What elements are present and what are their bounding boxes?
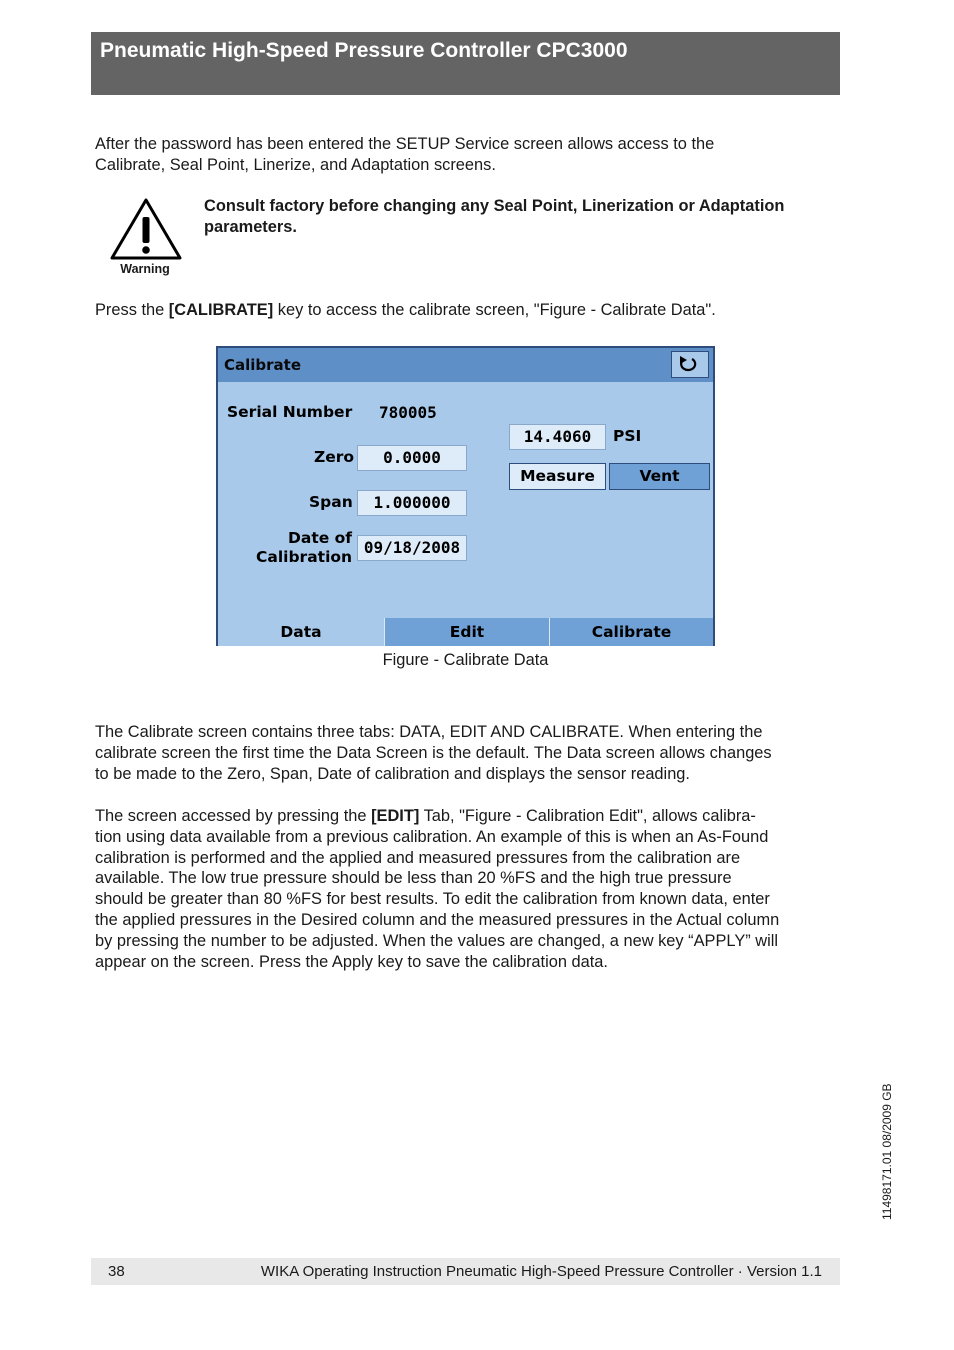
- paragraph-line: the applied pressures in the Desired column and the measured pressures in the Actual column: [95, 910, 780, 929]
- footer-bar: [91, 1258, 840, 1285]
- pressure-unit-label: PSI: [613, 427, 642, 445]
- calibrate-key-text: [CALIBRATE]: [168, 301, 274, 319]
- span-field[interactable]: 1.000000: [357, 490, 467, 516]
- tab-data[interactable]: Data: [218, 618, 384, 646]
- refresh-button[interactable]: [671, 351, 709, 378]
- header-bar: [91, 32, 840, 95]
- tab-calibrate[interactable]: Calibrate: [549, 618, 713, 646]
- warning-text: [204, 196, 840, 238]
- paragraph-line: calibrate screen the first time the Data Screen is the default. The Data screen allows changes: [95, 743, 772, 762]
- warning-label: Warning: [120, 262, 170, 276]
- edit-text-after: Tab, "Figure - Calibration Edit", allows calibra-: [419, 807, 756, 825]
- press-text-after: key to access the calibrate screen, "Figure - Calibrate Data".: [273, 301, 716, 319]
- figure-caption: Figure - Calibrate Data: [382, 651, 549, 669]
- warning-triangle-icon: [110, 197, 182, 261]
- intro-line: Calibrate, Seal Point, Linerize, and Adaptation screens.: [95, 155, 496, 174]
- serial-number-value: 780005: [379, 403, 437, 422]
- serial-number-label: Serial Number: [227, 403, 353, 421]
- zero-field[interactable]: 0.0000: [357, 445, 467, 471]
- intro-paragraph: [95, 134, 840, 176]
- paragraph-line: by pressing the number to be adjusted. When the values are changed, a new key “APPLY” will: [95, 931, 779, 950]
- paragraph-line: available. The low true pressure should be less than 20 %FS and the high true pressure: [95, 869, 732, 888]
- paragraph-line: calibration is performed and the applied and measured pressures from the calibration are: [95, 848, 741, 867]
- paragraph-line: tion using data available from a previous calibration. An example of this is when an As-Found: [95, 827, 769, 846]
- press-text-before: Press the: [95, 301, 169, 319]
- footer-text: WIKA Operating Instruction Pneumatic High-Speed Pressure Controller · Version 1.1: [260, 1263, 822, 1280]
- paragraph-line: appear on the screen. Press the Apply key to save the calibration data.: [95, 952, 608, 971]
- calibrate-screen-figure: [216, 346, 715, 646]
- date-label-line1: Date of: [288, 529, 353, 547]
- warning-line: Consult factory before changing any Seal Point, Linerization or Adaptation: [204, 197, 785, 215]
- screen-title: Calibrate: [224, 356, 302, 374]
- page-number: 38: [108, 1263, 125, 1280]
- tabs-paragraph: [95, 722, 840, 784]
- pressure-reading-field: 14.4060: [509, 424, 606, 450]
- screen-title-bar: [218, 348, 713, 382]
- paragraph-line: The Calibrate screen contains three tabs: DATA, EDIT AND CALIBRATE. When entering the: [95, 723, 763, 741]
- paragraph-line: [95, 806, 840, 827]
- zero-label: Zero: [314, 448, 355, 466]
- paragraph-line: to be made to the Zero, Span, Date of calibration and displays the sensor reading.: [95, 764, 690, 783]
- document-code: 11498171.01 08/2009 GB: [880, 1083, 894, 1220]
- press-calibrate-paragraph: [95, 300, 840, 321]
- page-title: Pneumatic High-Speed Pressure Controller CPC3000: [100, 39, 628, 62]
- paragraph-line: should be greater than 80 %FS for best results. To edit the calibration from known data, enter: [95, 890, 770, 909]
- vent-button[interactable]: Vent: [609, 463, 710, 490]
- edit-key-text: [EDIT]: [371, 807, 420, 825]
- date-label-line2: Calibration: [256, 548, 353, 566]
- measure-button[interactable]: Measure: [509, 463, 606, 490]
- edit-text-before: The screen accessed by pressing the: [95, 807, 372, 825]
- warning-line: parameters.: [204, 218, 297, 236]
- intro-line: After the password has been entered the SETUP Service screen allows access to the: [95, 135, 715, 153]
- date-field[interactable]: 09/18/2008: [357, 535, 467, 561]
- refresh-icon: [672, 352, 708, 377]
- edit-paragraph: [95, 806, 840, 972]
- span-label: Span: [309, 493, 353, 511]
- tab-edit[interactable]: Edit: [384, 618, 549, 646]
